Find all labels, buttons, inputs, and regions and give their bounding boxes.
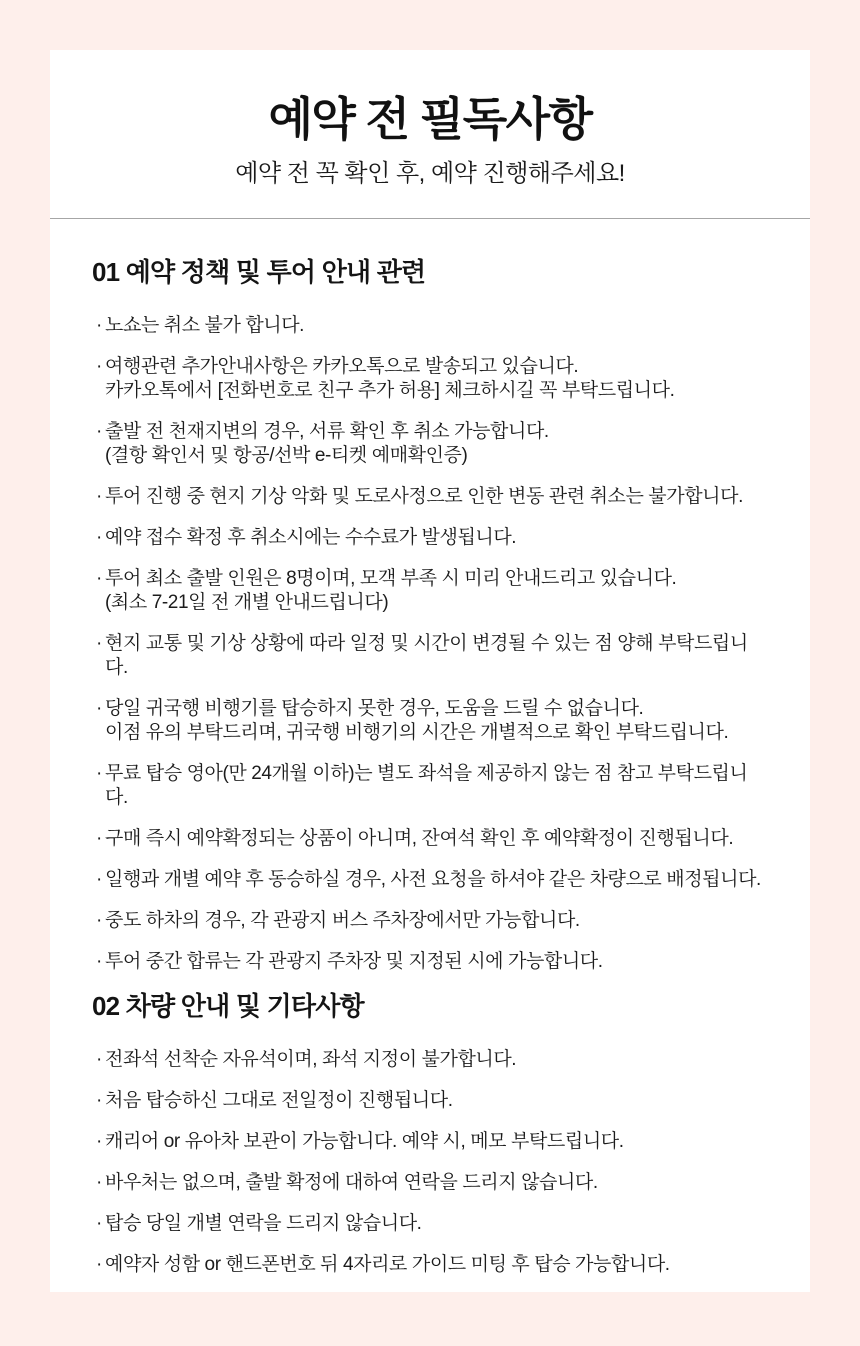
list-item-line: 캐리어 or 유아차 보관이 가능합니다. 예약 시, 메모 부탁드립니다. xyxy=(105,1130,624,1152)
list-item-line: 여행관련 추가안내사항은 카카오톡으로 발송되고 있습니다. xyxy=(105,355,579,377)
list-item-line: 당일 귀국행 비행기를 탑승하지 못한 경우, 도움을 드릴 수 없습니다. xyxy=(105,697,644,719)
bullet-icon: · xyxy=(96,1048,102,1070)
bullet-icon: · xyxy=(96,526,102,548)
list-item xyxy=(96,1253,765,1277)
list-item-line: 처음 탑승하신 그대로 전일정이 진행됩니다. xyxy=(105,1089,453,1111)
bullet-icon: · xyxy=(96,1212,102,1234)
list-item xyxy=(96,1130,765,1154)
list-item xyxy=(96,1089,765,1113)
list-item-line: (결항 확인서 및 항공/선박 e-티켓 예매확인증) xyxy=(105,444,468,466)
page-title: 예약 전 필독사항 xyxy=(268,93,592,145)
list-item-text xyxy=(105,355,765,403)
list-item xyxy=(96,950,765,974)
bullet-icon: · xyxy=(96,1089,102,1111)
list-item-text xyxy=(105,1130,765,1154)
list-item xyxy=(96,526,765,550)
list-item-text xyxy=(105,950,765,974)
bullet-icon: · xyxy=(96,567,102,589)
notice-list xyxy=(92,1048,765,1277)
header-divider xyxy=(50,218,810,219)
list-item-line: 노쇼는 취소 불가 합니다. xyxy=(105,314,305,336)
list-item-text xyxy=(105,314,765,338)
list-item-text xyxy=(105,868,765,892)
list-item-line: 전좌석 선착순 자유석이며, 좌석 지정이 불가합니다. xyxy=(105,1048,517,1070)
list-item-text xyxy=(105,909,765,933)
bullet-icon: · xyxy=(96,868,102,890)
list-item-text xyxy=(105,526,765,550)
list-item-text xyxy=(105,632,765,680)
list-item-text xyxy=(105,485,765,509)
page-subtitle: 예약 전 꼭 확인 후, 예약 진행해주세요! xyxy=(235,159,625,187)
list-item-text xyxy=(105,567,765,615)
list-item-line: 구매 즉시 예약확정되는 상품이 아니며, 잔여석 확인 후 예약확정이 진행됩니다. xyxy=(105,827,734,849)
list-item xyxy=(96,632,765,680)
list-item xyxy=(96,1171,765,1195)
list-item-text xyxy=(105,1212,765,1236)
bullet-icon: · xyxy=(96,909,102,931)
list-item xyxy=(96,909,765,933)
bullet-icon: · xyxy=(96,827,102,849)
list-item-line: 탑승 당일 개별 연락을 드리지 않습니다. xyxy=(105,1212,422,1234)
list-item-text xyxy=(105,1171,765,1195)
list-item xyxy=(96,868,765,892)
list-item-text xyxy=(105,1048,765,1072)
bullet-icon: · xyxy=(96,1130,102,1152)
list-item-line: (최소 7-21일 전 개별 안내드립니다) xyxy=(105,591,389,613)
list-item xyxy=(96,1048,765,1072)
bullet-icon: · xyxy=(96,314,102,336)
list-item-line: 중도 하차의 경우, 각 관광지 버스 주차장에서만 가능합니다. xyxy=(105,909,580,931)
bullet-icon: · xyxy=(96,420,102,442)
list-item-text xyxy=(105,762,765,810)
list-item-text xyxy=(105,697,765,745)
list-item xyxy=(96,314,765,338)
list-item-line: 예약 접수 확정 후 취소시에는 수수료가 발생됩니다. xyxy=(105,526,517,548)
list-item xyxy=(96,567,765,615)
section-heading: 01 예약 정책 및 투어 안내 관련 xyxy=(92,256,426,287)
list-item xyxy=(96,762,765,810)
bullet-icon: · xyxy=(96,632,102,654)
list-item-text xyxy=(105,1253,765,1277)
list-item-line: 투어 진행 중 현지 기상 악화 및 도로사정으로 인한 변동 관련 취소는 불가합니다. xyxy=(105,485,743,507)
list-item xyxy=(96,697,765,745)
bullet-icon: · xyxy=(96,485,102,507)
bullet-icon: · xyxy=(96,950,102,972)
list-item xyxy=(96,827,765,851)
bullet-icon: · xyxy=(96,762,102,784)
sections-container xyxy=(50,257,810,1277)
list-item-line: 카카오톡에서 [전화번호로 친구 추가 허용] 체크하시길 꼭 부탁드립니다. xyxy=(105,379,675,401)
notice-section xyxy=(50,257,810,974)
list-item-text xyxy=(105,420,765,468)
list-item xyxy=(96,485,765,509)
section-heading: 02 차량 안내 및 기타사항 xyxy=(92,990,364,1021)
bullet-icon: · xyxy=(96,355,102,377)
list-item xyxy=(96,1212,765,1236)
list-item-line: 예약자 성함 or 핸드폰번호 뒤 4자리로 가이드 미팅 후 탑승 가능합니다. xyxy=(105,1253,670,1275)
list-item-line: 바우처는 없으며, 출발 확정에 대하여 연락을 드리지 않습니다. xyxy=(105,1171,598,1193)
notice-card xyxy=(50,50,810,1292)
bullet-icon: · xyxy=(96,1171,102,1193)
list-item-line: 무료 탑승 영아(만 24개월 이하)는 별도 좌석을 제공하지 않는 점 참고 부탁드립니다. xyxy=(105,762,748,808)
list-item xyxy=(96,355,765,403)
bullet-icon: · xyxy=(96,1253,102,1275)
list-item-text xyxy=(105,827,765,851)
list-item-line: 이점 유의 부탁드리며, 귀국행 비행기의 시간은 개별적으로 확인 부탁드립니다. xyxy=(105,721,729,743)
list-item-line: 출발 전 천재지변의 경우, 서류 확인 후 취소 가능합니다. xyxy=(105,420,549,442)
notice-section xyxy=(50,991,810,1277)
bullet-icon: · xyxy=(96,697,102,719)
list-item-text xyxy=(105,1089,765,1113)
list-item xyxy=(96,420,765,468)
list-item-line: 투어 중간 합류는 각 관광지 주차장 및 지정된 시에 가능합니다. xyxy=(105,950,603,972)
list-item-line: 투어 최소 출발 인원은 8명이며, 모객 부족 시 미리 안내드리고 있습니다. xyxy=(105,567,677,589)
notice-list xyxy=(92,314,765,974)
list-item-line: 일행과 개별 예약 후 동승하실 경우, 사전 요청을 하셔야 같은 차량으로 배정됩니다. xyxy=(105,868,761,890)
list-item-line: 현지 교통 및 기상 상황에 따라 일정 및 시간이 변경될 수 있는 점 양해 부탁드립니다. xyxy=(105,632,748,678)
